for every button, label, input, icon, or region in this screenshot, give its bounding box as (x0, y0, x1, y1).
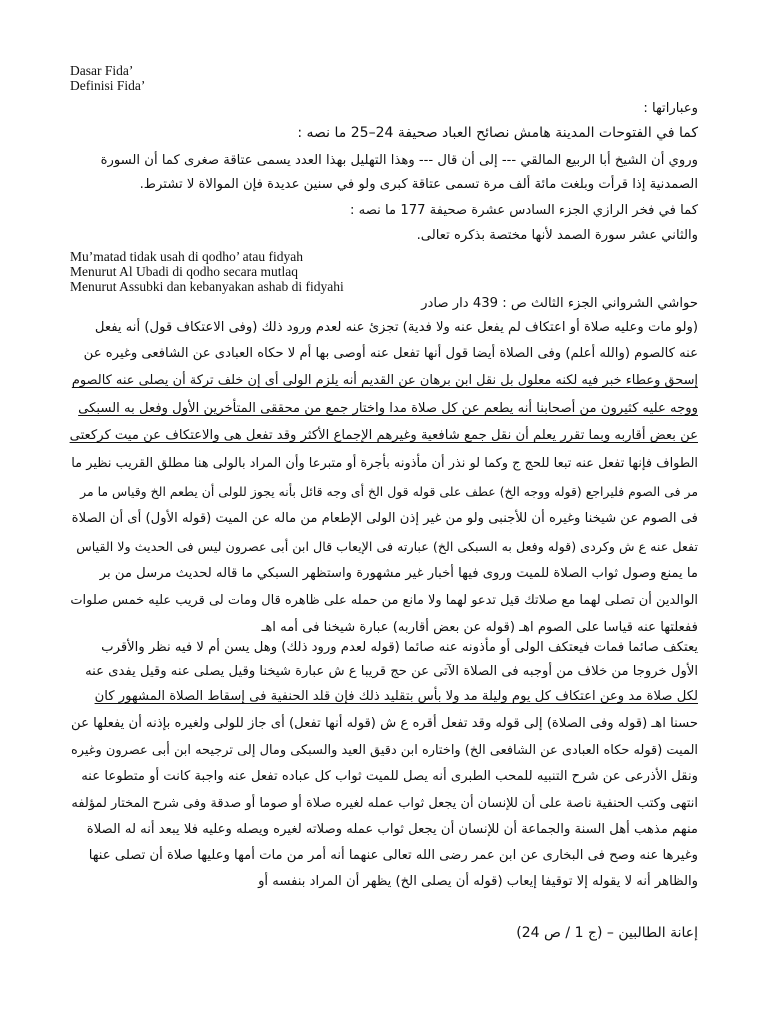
body-line: عنه كالصوم (والله أعلم) وفى الصلاة أيضا قول أنها تفعل عنه أوصى بها أم لا حكاه العبادى عن الشافعى وغيره عن (83, 346, 698, 361)
body-line: ما يمنع وصول ثواب الصلاة للميت وروى فيها أخبار غير مشهورة واستظهر السبكي ما قاله لحديث مرسل من بر (99, 566, 698, 581)
body-line: فى الصوم عن شيخنا وغيره أن للأجنبى ولو من غير إذن الولى الإطعام من ماله عن الميت (قوله الأول) أى أن الصلاة (71, 511, 698, 526)
body-line: انتهى وكتب الحنفية ناصة على أن للإنسان أن يجعل ثواب عمله لغيره صلاة أو صوما أو صدقة وفى شرح المختار لمؤلفه (71, 796, 698, 811)
body-line: ووجه عليه كثيرون من أصحابنا أنه يطعم عن كل صلاة مدا واختار جمع من محققى المتأخرين الأول وفعل به السبكى (78, 401, 698, 416)
body-line: وغيرها عنه وصح فى البخارى عن ابن عمر رضى الله تعالى عنهما أنه أمر من مات أمها وعليها صلاة أن تصلى عنها (88, 848, 698, 863)
note-1: Mu’matad tidak usah di qodho’ atau fidyah (70, 249, 303, 264)
heading-dasar-fida: Dasar Fida’ (70, 63, 134, 78)
note-2: Menurut Al Ubadi di qodho secara mutlaq (70, 264, 298, 279)
s1-line-1: كما في الفتوحات المدينة هامش نصائح العباد صحيفة 24–25 ما نصه : (297, 125, 698, 141)
body-line: منهم مذهب أهل السنة والجماعة أن للإنسان أن يجعل ثواب عمله وصلاته لغيره ويصله وعليه فلا يبعد أنه له الصلاة (86, 822, 698, 837)
s1-line-3: الصمدنية إذا قرأت وبلغت مائة ألف مرة تسمى عتاقة كبرى ولو في سنين عديدة فإن الموالاة لا تشترط. (139, 177, 698, 192)
body-line: يعتكف صائما فمات فيعتكف الولى أو مأذونه عنه صائما (قوله لعدم ورود ذلك) وهل يسن أم لا فيه نظر والأقرب (101, 640, 698, 655)
body-line: إسحق وعطاء خبر فيه لكنه معلول بل نقل ابن برهان عن القديم أنه يلزم الولى أى إن خلف تركة أن يصلى عنه كالصوم (71, 373, 698, 388)
s2-line-2: والثاني عشر سورة الصمد لأنها مختصة بذكره تعالى. (416, 228, 698, 243)
body-line: حسنا اهـ (قوله وفى الصلاة) إلى قوله وقد تفعل أقره ع ش (قوله أنها تفعل) أى جاز للولى ولغيره بإذنه أن يفعلها عن (71, 716, 698, 731)
body-line: عن بعض أقاربه وبما تقرر يعلم أن نقل جمع شافعية وغيرهم الإجماع الأكثر وقد تفعل هى والاعتكاف عن ميت كركعتى (69, 428, 698, 443)
body-line: الطواف فإنها تفعل عنه تبعا للحج ج وكما لو نذر أن مأذونه بأجرة أو متبرعا وأن المراد بالولى هنا مطلق القريب نظير ما (71, 456, 698, 471)
s1-line-2: وروي أن الشيخ أبا الربيع المالقي --- إلى أن قال --- وهذا التهليل بهذا العدد يسمى عتاقة صغرى كما أن السورة (100, 153, 698, 168)
s2-line-1: كما في فخر الرازي الجزء السادس عشرة صحيفة 177 ما نصه : (350, 203, 698, 218)
body-line: (ولو مات وعليه صلاة أو اعتكاف لم يفعل عنه ولا فدية) تجزئ عنه لعدم ورود ذلك (وفى الاعتكاف قول) أنه يفعل (94, 320, 698, 335)
body-line: الوالدين أن تصلى لهما مع صلاتك قيل تدعو لهما ولا مانع من حمله على ظاهره قال ومات لى قريب عليه خمس صلوات (70, 593, 698, 608)
s3-title: حواشي الشرواني الجزء الثالث ص : 439 دار صادر (421, 296, 698, 311)
body-line: لكل صلاة مد وعن اعتكاف كل يوم وليلة مد ولا بأس بتقليد ذلك فإن قلد الحنفية فى إسقاط الصلاة المشهور كان (94, 689, 698, 704)
heading-definisi-fida: Definisi Fida’ (70, 78, 146, 93)
body-line: مر فى الصوم فليراجع (قوله ووجه الخ) عطف على قوله قول الخ أى وجه قائل بأنه يجوز للولى أن يطعم الخ وقياس ما مر (80, 484, 698, 499)
source-footer: إعانة الطالبين – (ج 1 / ص 24) (516, 925, 698, 941)
note-3: Menurut Assubki dan kebanyakan ashab di fidyahi (70, 279, 344, 294)
body-line: الأول خروجا من خلاف من أوجبه فى الصلاة الآتى عن حج قريبا ع ش عبارة شيخنا وقيل يصلى عنه وقيل يفدى عنه (85, 664, 698, 679)
body-line: تفعل عنه ع ش وكردى (قوله وفعل به السبكى الخ) عبارته فى الإيعاب قال ابن أبى عصرون ليس فى الحديث ولا القياس (76, 539, 698, 554)
body-line: الميت (قوله حكاه العبادى عن الشافعى الخ) واختاره ابن دقيق العيد والسبكى ومال إلى ترجيحه ابن أبى عصرون وغيره (70, 743, 698, 758)
intro-line: وعباراتها : (643, 101, 698, 116)
body-line: ففعلتها عنه قياسا على الصوم اهـ (قوله عن بعض أقاربه) عبارة شيخنا فى أمه اهـ (261, 620, 698, 635)
body-line: والظاهر أنه لا يقوله إلا توقيفا إيعاب (قوله أن يصلى الخ) يظهر أن المراد بنفسه أو (258, 874, 698, 889)
body-line: ونقل الأذرعى عن شرح التنبيه للمحب الطبرى أنه يصل للميت ثواب كل عباده تفعل عنه واجبة كانت أو متطوعا عنه (81, 769, 698, 784)
